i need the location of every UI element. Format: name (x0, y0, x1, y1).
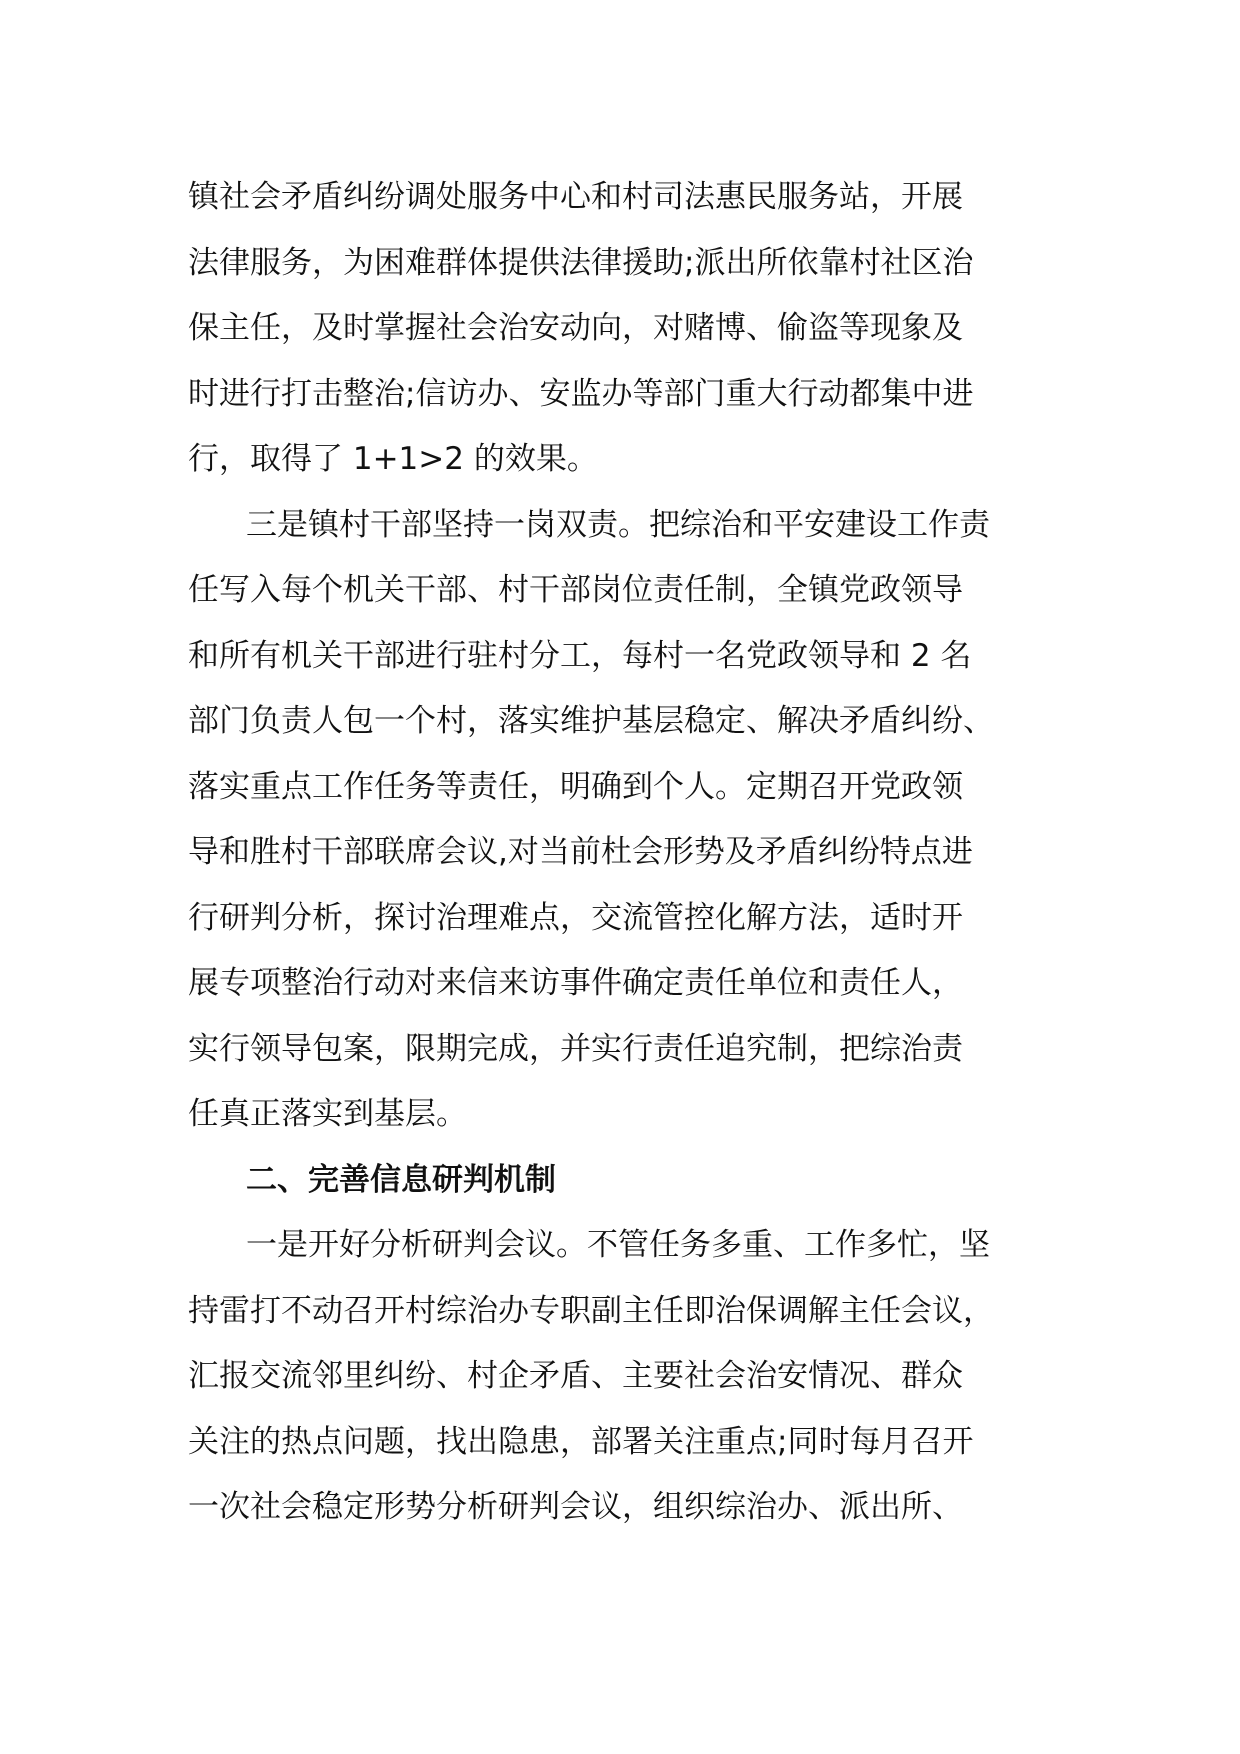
text-line: 任真正落实到基层。 (188, 1096, 467, 1132)
paragraph-continuation (188, 165, 1058, 493)
text-line: 汇报交流邻里纠纷、村企矛盾、主要社会治安情况、群众 (188, 1358, 963, 1394)
text-line: 导和胜村干部联席会议,对当前杜会形势及矛盾纠纷特点进 (188, 834, 973, 870)
paragraph-analysis-meetings (188, 1213, 1058, 1541)
section-heading-text: 二、完善信息研判机制 (246, 1161, 556, 1198)
paragraph-cadre-responsibility (188, 493, 1058, 1148)
text-line: 镇社会矛盾纠纷调处服务中心和村司法惠民服务站，开展 (188, 179, 963, 215)
text-line: 行，取得了 1+1>2 的效果。 (188, 441, 598, 477)
text-line: 和所有机关干部进行驻村分工，每村一名党政领导和 2 名 (188, 637, 972, 674)
text-line: 关注的热点问题，找出隐患，部署关注重点;同时每月召开 (188, 1423, 974, 1460)
text-line: 法律服务，为困难群体提供法律援助;派出所依靠村社区治 (188, 244, 974, 281)
text-line-first: 三是镇村干部坚持一岗双责。把综治和平安建设工作责 (246, 506, 990, 543)
document-body (188, 165, 1058, 1541)
section-heading (188, 1148, 1058, 1214)
text-line: 任写入每个机关干部、村干部岗位责任制，全镇党政领导 (188, 572, 963, 608)
text-line: 一次社会稳定形势分析研判会议，组织综治办、派出所、 (188, 1489, 963, 1525)
text-line: 落实重点工作任务等责任，明确到个人。定期召开党政领 (188, 768, 963, 805)
text-line: 保主任，及时掌握社会治安动向，对赌博、偷盗等现象及 (188, 310, 963, 346)
text-line: 部门负责人包一个村，落实维护基层稳定、解决矛盾纠纷、 (188, 703, 994, 739)
text-line: 时进行打击整治;信访办、安监办等部门重大行动都集中进 (188, 375, 974, 412)
text-line: 展专项整治行动对来信来访事件确定责任单位和责任人， (188, 965, 963, 1001)
text-line: 行研判分析，探讨治理难点，交流管控化解方法，适时开 (188, 899, 963, 936)
text-line: 实行领导包案，限期完成，并实行责任追究制，把综治责 (188, 1030, 963, 1067)
text-line-first: 一是开好分析研判会议。不管任务多重、工作多忙，坚 (246, 1227, 990, 1263)
text-line: 持雷打不动召开村综治办专职副主任即治保调解主任会议， (188, 1292, 994, 1329)
